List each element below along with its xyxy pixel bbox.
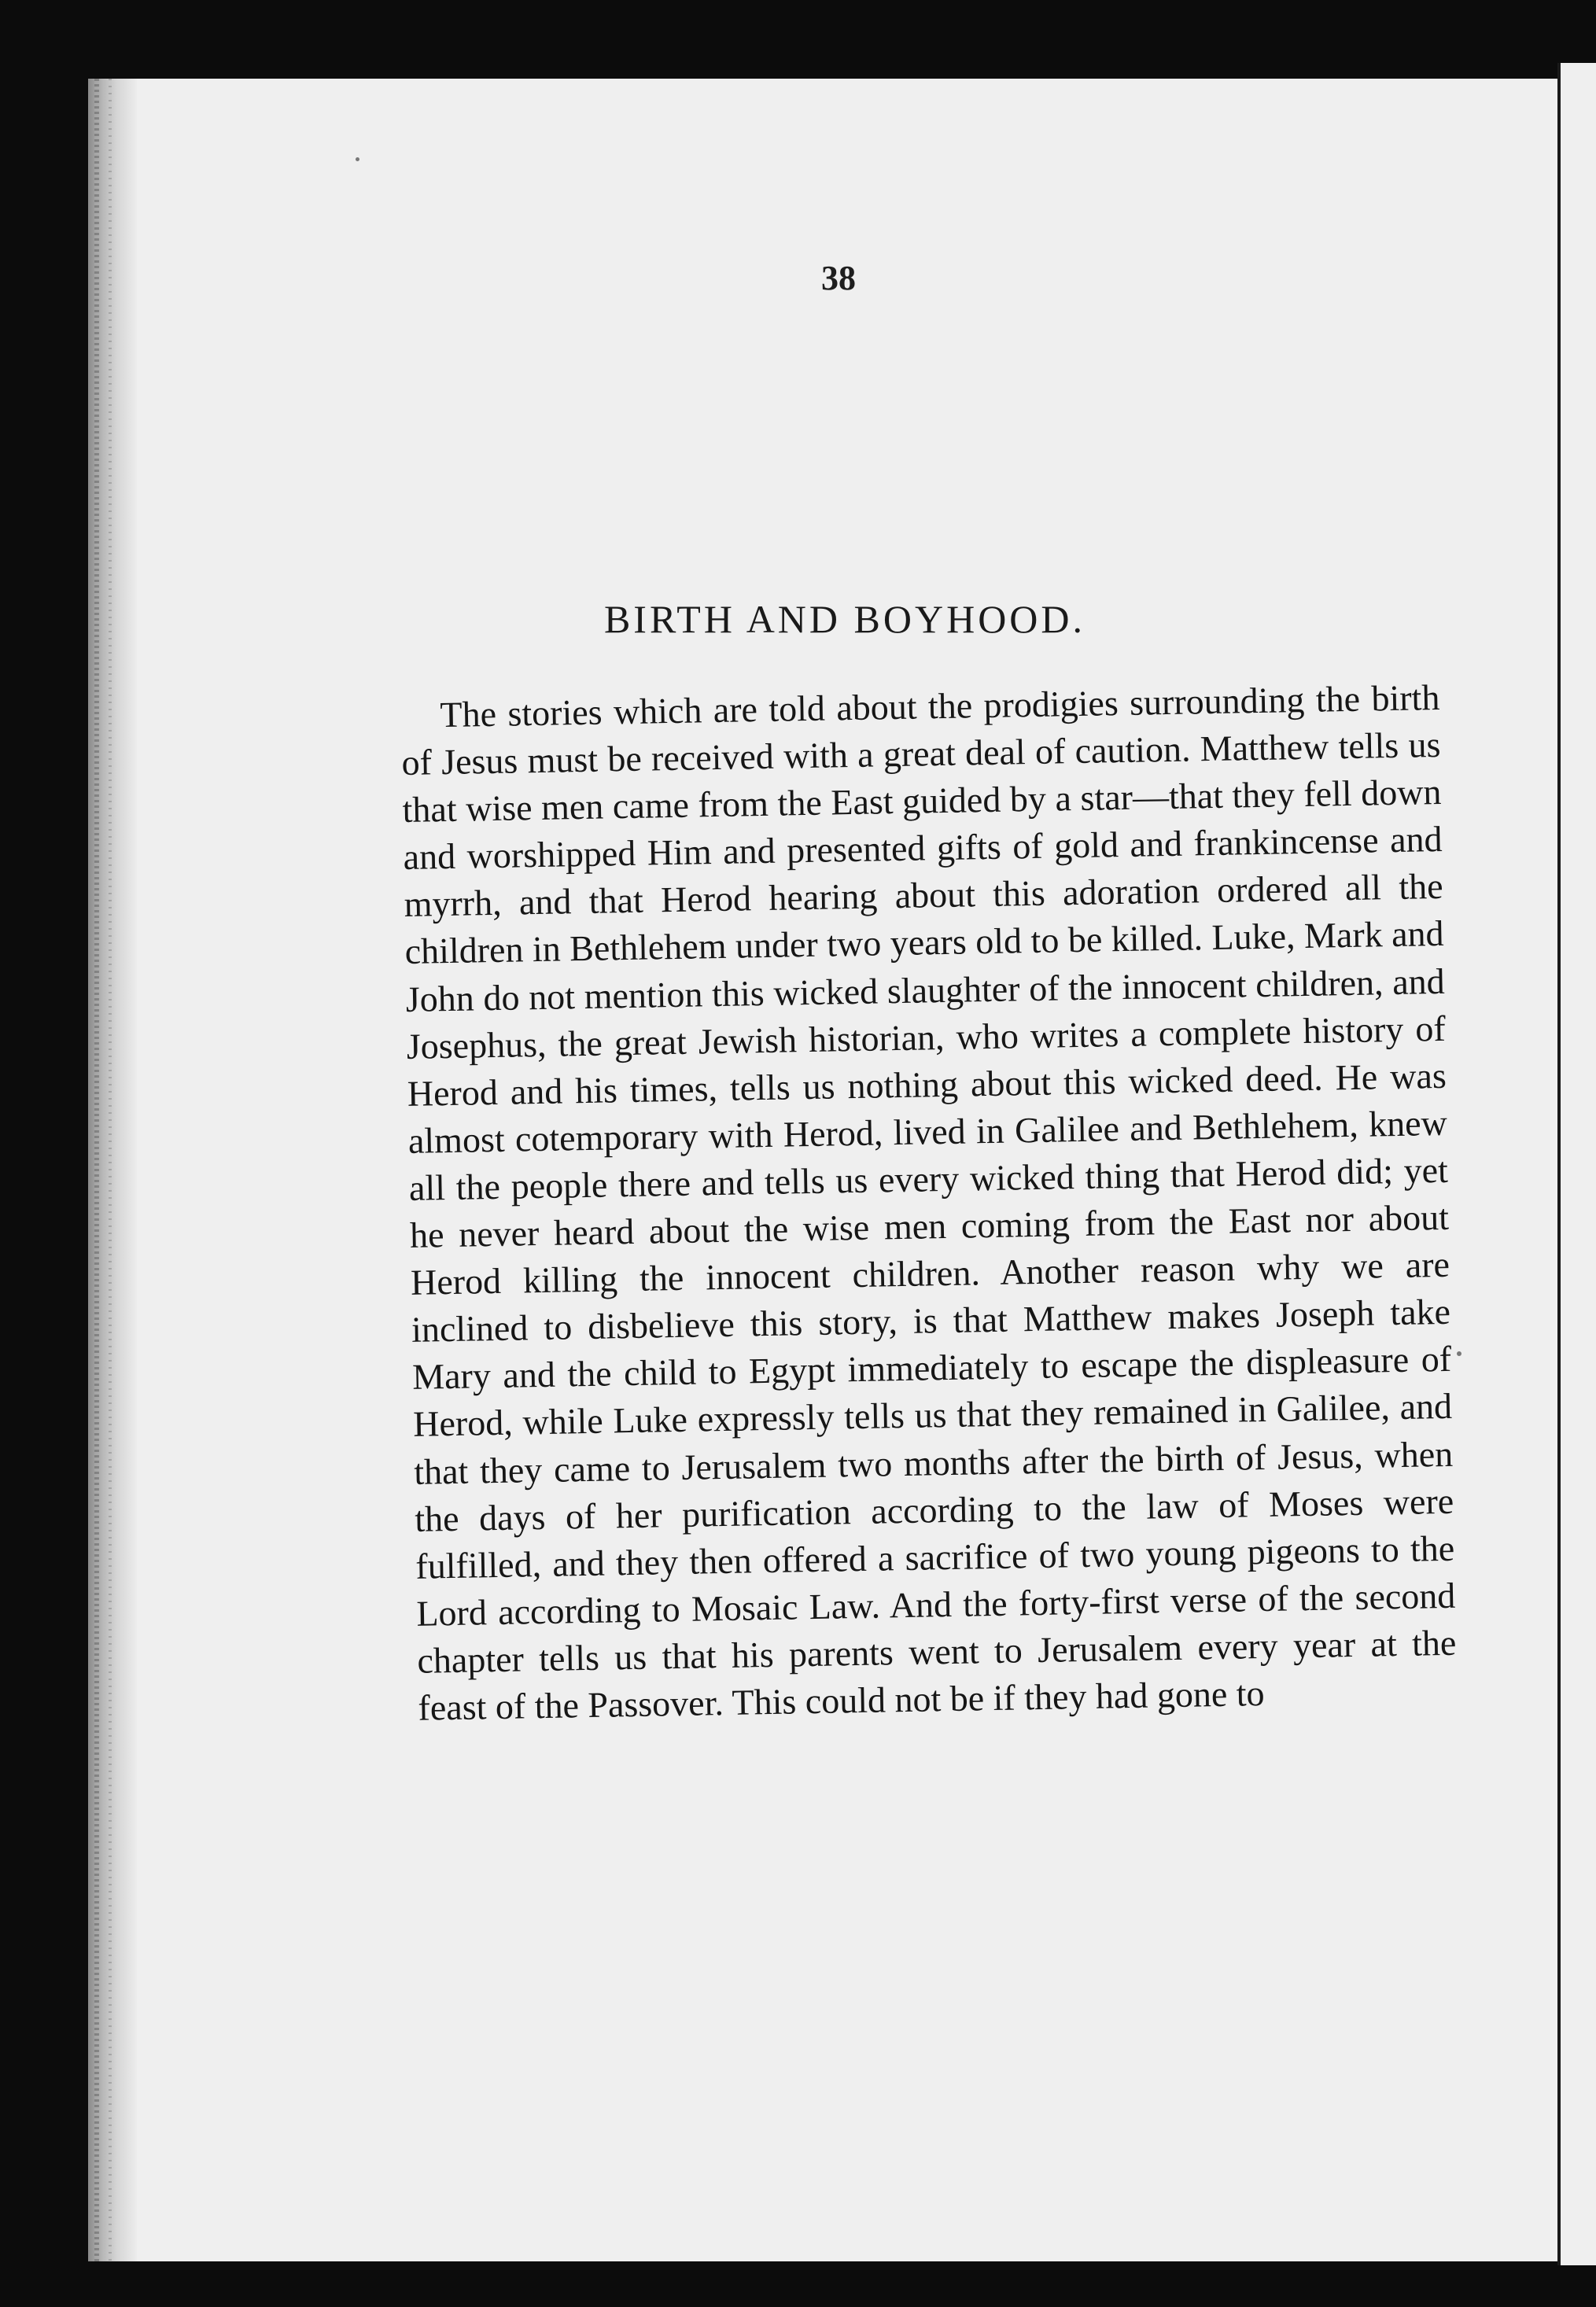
speck xyxy=(1457,1351,1461,1356)
facing-page-border xyxy=(1557,63,1561,2265)
chapter-title: BIRTH AND BOYHOOD. xyxy=(603,597,1086,641)
speck xyxy=(356,157,359,161)
book-page xyxy=(88,79,1557,2261)
body-paragraph: The stories which are told about the prodigies surrounding the birth of Jesus must be received with a great deal of caution. Matthew tells us that wise men came from the East guided by a star—that they fell down and worshipped Him and presented gifts of gold and frankincense and myrrh, and that Herod hearing about this adoration ordered all the children in Bethlehem under two years old to be killed. Luke, Mark and John do not mention this wicked slaughter of the innocent children, and Josephus, the great Jewish historian, who writes a complete history of Herod and his times, tells us nothing about this wicked deed. He was almost cotemporary with Herod, lived in Galilee and Bethlehem, knew all the people there and tells us every wicked thing that Herod did; yet he never heard about the wise men coming from the East nor about Herod killing the innocent children. Another reason why we are inclined to disbelieve this story, is that Matthew makes Joseph take Mary and the child to Egypt immediately to escape the displeasure of Herod, while Luke expressly tells us that they remained in Galilee, and that they came to Jerusalem two months after the birth of Jesus, when the days of her purification according to the law of Moses were fulfilled, and they then offered a sacrifice of two young pigeons to the Lord according to Mosaic Law. And the forty-first verse of the second chapter tells us that his parents went to Jerusalem every year at the feast of the Passover. This could not be if they had gone to xyxy=(401,676,1457,1728)
page-number: 38 xyxy=(821,259,856,297)
page-binding-edge xyxy=(88,79,137,2261)
facing-page-edge xyxy=(1557,63,1596,2265)
